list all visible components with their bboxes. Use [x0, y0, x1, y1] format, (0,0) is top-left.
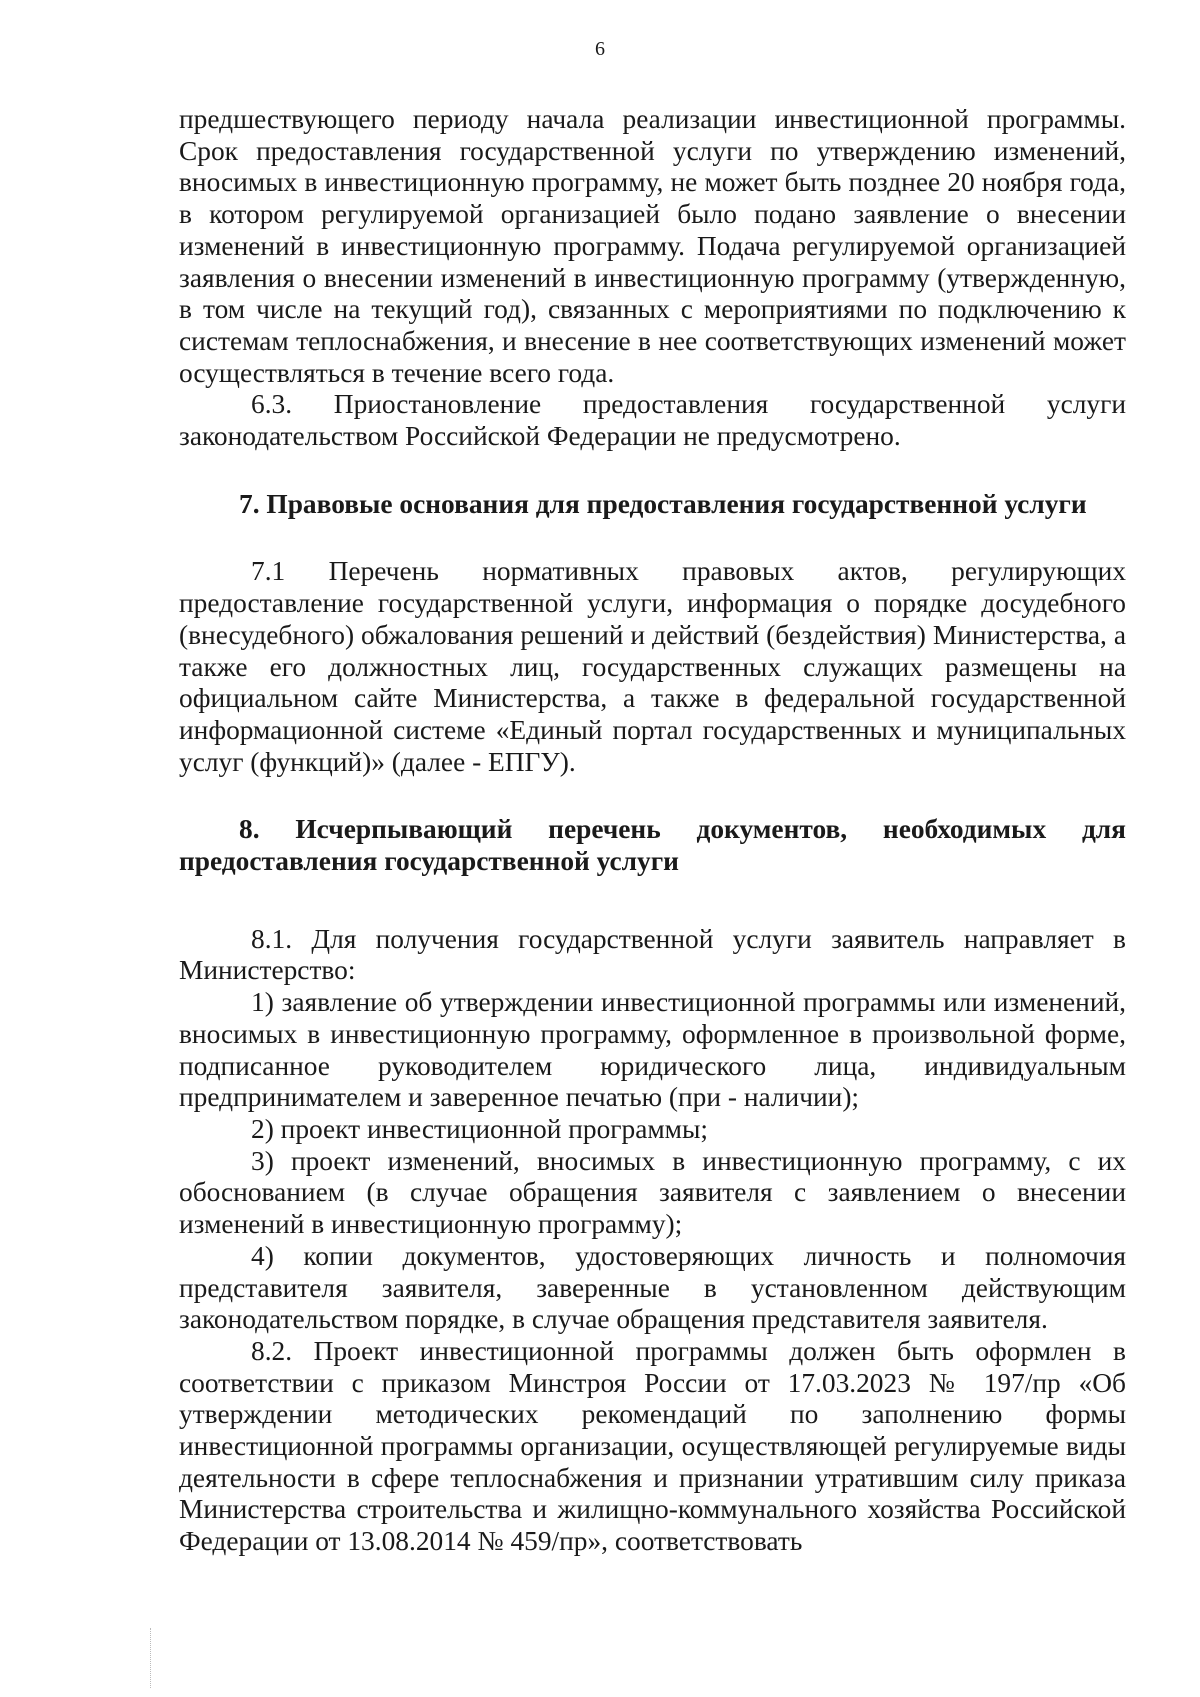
scan-artifact-line	[150, 1628, 155, 1688]
list-item-8-1-1: 1) заявление об утверждении инвестиционной программы или изменений, вносимых в инвестиционную программу, оформленное в произвольной форме, подписанное руководителем юридического лица, индивидуальным предпринимателем и заверенное печатью (при - наличии);	[179, 987, 1126, 1113]
document-body	[179, 104, 1126, 1558]
page-number: 6	[595, 38, 605, 60]
list-item-8-1-4: 4) копии документов, удостоверяющих личность и полномочия представителя заявителя, заверенные в установленном действующим законодательством порядке, в случае обращения представителя заявителя.	[179, 1240, 1126, 1335]
section-heading-7: 7. Правовые основания для предоставления государственной услуги	[239, 488, 1087, 519]
paragraph-7-1: 7.1 Перечень нормативных правовых актов, регулирующих предоставление государственной услуги, информация о порядке досудебного (внесудебного) обжалования решений и действий (бездействия) Министерства, а также его должностных лиц, государственных служащих размещены на официальном сайте Министерства, а также в федеральной государственной информационной системе «Единый портал государственных и муниципальных услуг (функций)» (далее - ЕПГУ).	[179, 556, 1126, 777]
paragraph-continuation: предшествующего периоду начала реализации инвестиционной программы. Срок предоставления государственной услуги по утверждению изменений, вносимых в инвестиционную программу, не может быть позднее 20 ноября года, в котором регулируемой организацией было подано заявление о внесении изменений в инвестиционную программу. Подача регулируемой организацией заявления о внесении изменений в инвестиционную программу (утвержденную, в том числе на текущий год), связанных с мероприятиями по подключению к системам теплоснабжения, и внесение в нее соответствующих изменений может осуществляться в течение всего года.	[179, 104, 1126, 388]
section-heading-8: 8. Исчерпывающий перечень документов, необходимых для предоставления государственной услуги	[179, 814, 1126, 877]
list-item-8-1-2: 2) проект инвестиционной программы;	[251, 1113, 709, 1144]
paragraph-8-2: 8.2. Проект инвестиционной программы должен быть оформлен в соответствии с приказом Минстроя России от 17.03.2023 № 197/пр «Об утверждении методических рекомендаций по заполнению формы инвестиционной программы организации, осуществляющей регулируемые виды деятельности в сфере теплоснабжения и признании утратившим силу приказа Министерства строительства и жилищно-коммунального хозяйства Российской Федерации от 13.08.2014 № 459/пр», соответствовать	[179, 1335, 1126, 1557]
list-item-8-1-3: 3) проект изменений, вносимых в инвестиционную программу, с их обоснованием (в случае обращения заявителя с заявлением о внесении изменений в инвестиционную программу);	[179, 1145, 1126, 1240]
paragraph-8-1: 8.1. Для получения государственной услуги заявитель направляет в Министерство:	[179, 923, 1126, 986]
paragraph-6-3: 6.3. Приостановление предоставления государственной услуги законодательством Российской Федерации не предусмотрено.	[179, 389, 1126, 452]
